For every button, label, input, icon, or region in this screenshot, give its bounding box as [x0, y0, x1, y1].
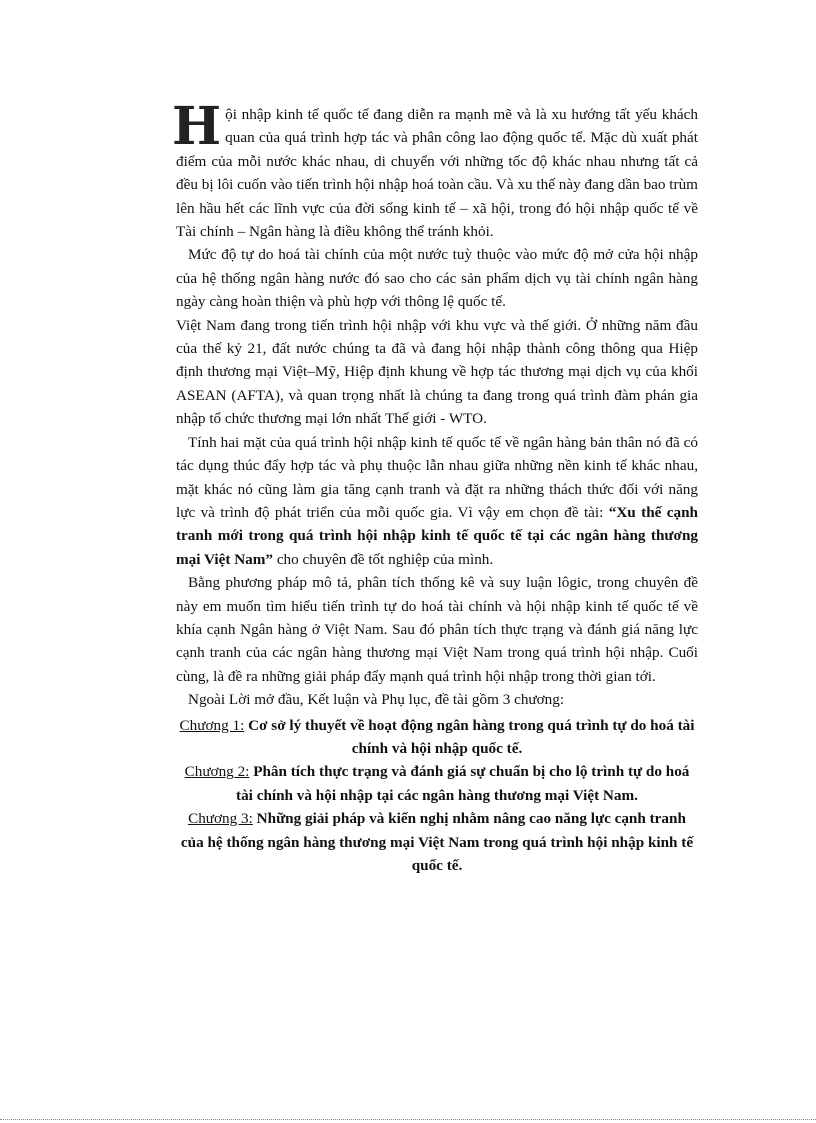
chapter-1-title: Cơ sở lý thuyết về hoạt động ngân hàng trong quá trình tự do hoá tài chính và hội nhập quốc tế.	[244, 716, 695, 757]
drop-cap: H	[172, 96, 222, 157]
paragraph-3: Việt Nam đang trong tiến trình hội nhập với khu vực và thế giới. Ở những năm đầu của thế kỷ 21, đất nước chúng ta đã và đang hội nhập thành công thông qua Hiệp định thương mại Việt–Mỹ, Hiệp định khung về hợp tác thương mại dịch vụ của khối ASEAN (AFTA), và quan trọng nhất là chúng ta đang trong quá trình đàm phán gia nhập tổ chức thương mại lớn nhất Thế giới - WTO.	[176, 316, 698, 428]
chapter-1	[176, 714, 698, 761]
chapter-1-label: Chương 1:	[179, 716, 245, 734]
chapter-list	[176, 714, 698, 878]
chapter-3-label: Chương 3:	[188, 810, 253, 828]
paragraph-1-text: ội nhập kinh tế quốc tế đang diễn ra mạnh mẽ và là xu hướng tất yếu khách quan của quá trình hợp tác và phân công lao động quốc tế. Mặc dù xuất phát điểm của mỗi nước khác nhau, di chuyển với những tốc độ khác nhau nhưng tất cả đều bị lôi cuốn vào tiến trình hội nhập hoá toàn cầu. Và xu thế này đang dần bao trùm lên hầu hết các lĩnh vực của đời sống kinh tế – xã hội, trong đó hội nhập quốc tế về Tài chính – Ngân hàng là điều không thể tránh khỏi.	[176, 106, 698, 241]
paragraph-4-text: Tính hai mặt của quá trình hội nhập kinh tế quốc tế về ngân hàng bản thân nó đã có tác dụng thúc đẩy hợp tác và phụ thuộc lẫn nhau giữa những nền kinh tế khác nhau, mặt khác nó cũng làm gia tăng cạnh tranh và đặt ra những thách thức đối với năng lực và trình độ phát triển của mỗi quốc gia. Vì vậy em chọn đề tài:	[176, 433, 698, 521]
page-bottom-divider	[0, 1119, 816, 1121]
paragraph-1	[172, 96, 698, 243]
paragraph-4-tail: cho chuyên đề tốt nghiệp của mình.	[273, 550, 494, 568]
paragraph-2: Mức độ tự do hoá tài chính của một nước tuỳ thuộc vào mức độ mở cửa hội nhập của hệ thống ngân hàng nước đó sao cho các sản phẩm dịch vụ tài chính ngân hàng ngày càng hoàn thiện và phù hợp với thông lệ quốc tế.	[176, 246, 698, 311]
thesis-topic: “Xu thế cạnh tranh mới trong quá trình hội nhập kinh tế quốc tế tại các ngân hàng thương mại Việt Nam”	[176, 503, 698, 568]
paragraph-5: Bằng phương pháp mô tả, phân tích thống kê và suy luận lôgic, trong chuyên đề này em muốn tìm hiểu tiến trình tự do hoá tài chính và hội nhập kinh tế quốc tế về khía cạnh Ngân hàng ở Việt Nam. Sau đó phân tích thực trạng và đánh giá năng lực cạnh tranh của các ngân hàng thương mại Việt Nam trong quá trình hội nhập. Cuối cùng, là đề ra những giải pháp đẩy mạnh quá trình hội nhập trong thời gian tới.	[176, 574, 698, 685]
chapter-3	[176, 807, 698, 877]
chapter-2-label: Chương 2:	[184, 763, 250, 781]
document-body	[172, 96, 698, 877]
chapter-2	[176, 760, 698, 807]
paragraph-4	[176, 431, 698, 571]
chapter-3-title: Những giải pháp và kiến nghị nhằm nâng cao năng lực cạnh tranh của hệ thống ngân hàng thương mại Việt Nam trong quá trình hội nhập kinh tế quốc tế.	[180, 810, 694, 874]
chapter-2-title: Phân tích thực trạng và đánh giá sự chuẩn bị cho lộ trình tự do hoá tài chính và hội nhập tại các ngân hàng thương mại Việt Nam.	[236, 763, 690, 804]
paragraph-6: Ngoài Lời mở đầu, Kết luận và Phụ lục, đề tài gồm 3 chương:	[188, 691, 565, 709]
